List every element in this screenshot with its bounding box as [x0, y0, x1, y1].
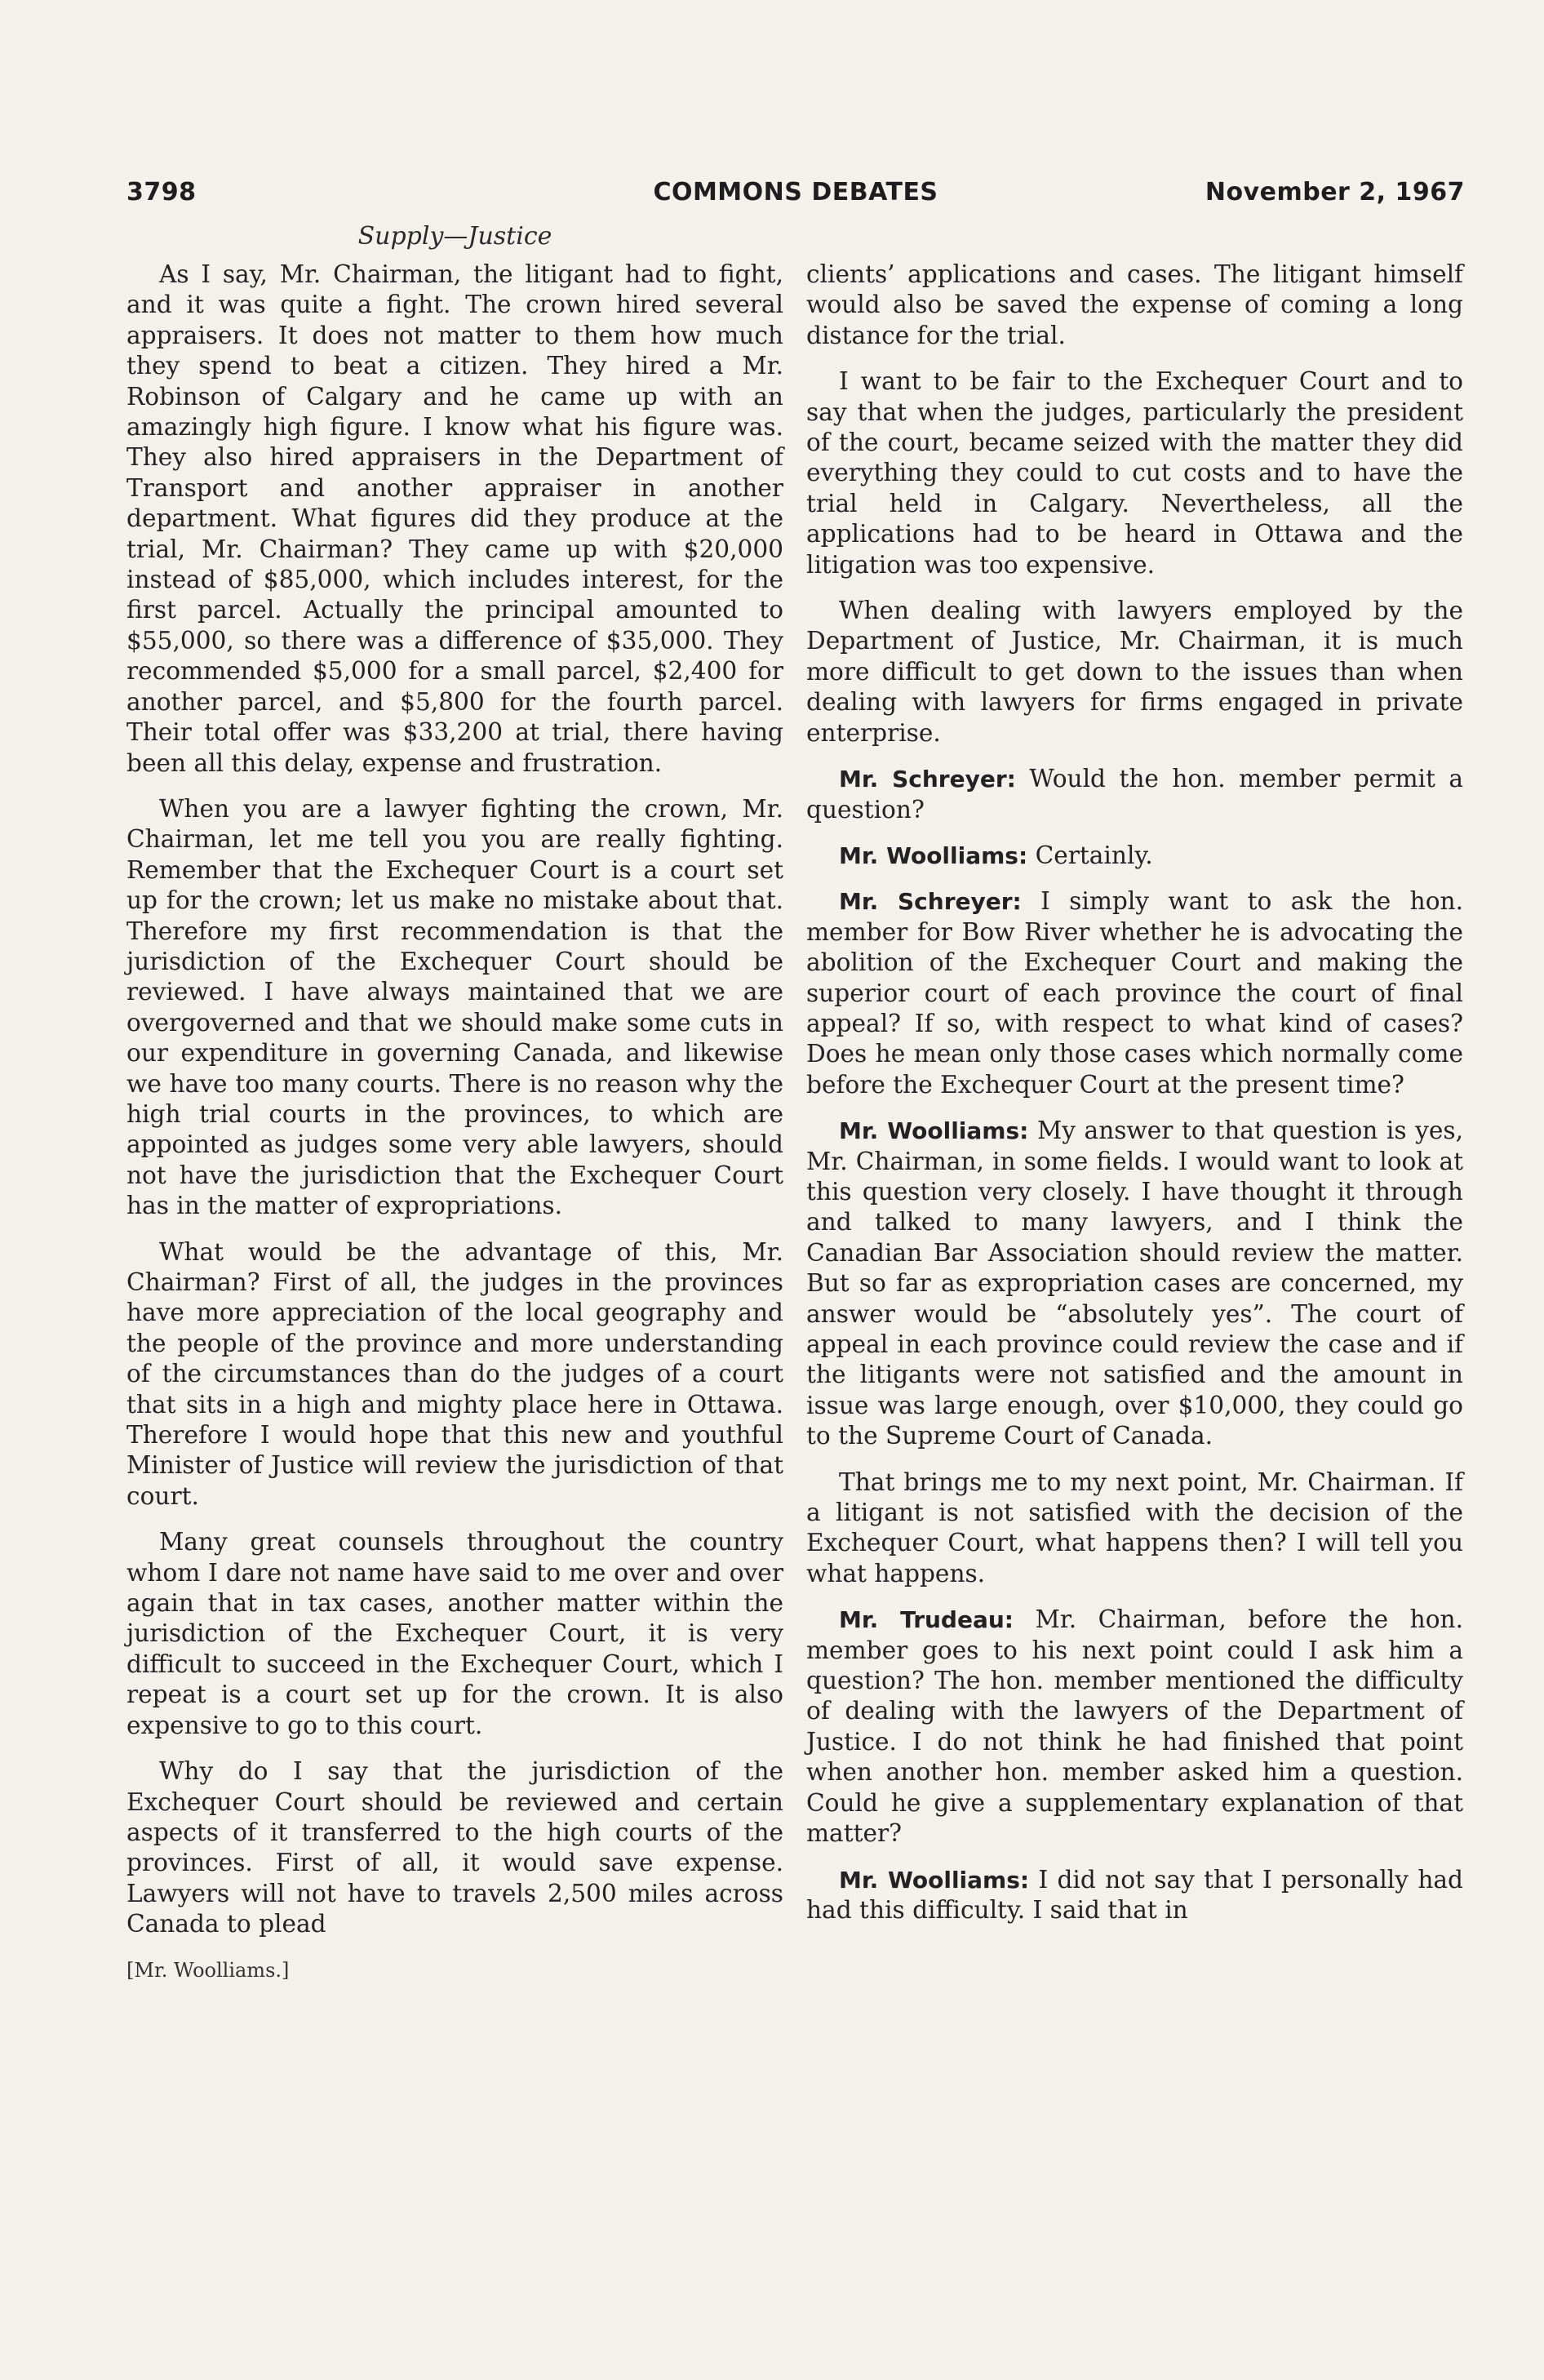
speech-text: My answer to that question is yes, Mr. Chairman, in some fields. I would want to look at this question very closely. I have thought it through and talked to many lawyers, and I think the Canadian Bar Association should review the matter. But so far as expropriation cases are concerned, my answer would be “absolutely yes”. The court of appeal in each province could review the case and if the litigants were not satisfied and the amount in issue was large enough, over $10,000, they could go to the Supreme Court of Canada.	[806, 1117, 1463, 1450]
paragraph-text: That brings me to my next point, Mr. Chairman. If a litigant is not satisfied with the decision of the Exchequer Court, what happens then? I will tell you what happens.	[806, 1468, 1463, 1587]
page-header	[126, 178, 1465, 219]
paragraph	[806, 596, 1463, 748]
paragraph	[806, 1468, 1463, 1590]
paragraph-text: When you are a lawyer fighting the crown, Mr. Chairman, let me tell you you are really fighting. Remember that the Exchequer Court is a court set up for the crown; let us make no mistake about that. Therefore my first recommendation is that the jurisdiction of the Exchequer Court should be reviewed. I have always maintained that we are overgoverned and that we should make some cuts in our expenditure in governing Canada, and likewise we have too many courts. There is no reason why the high trial courts in the provinces, to which are appointed as judges some very able lawyers, should not have the jurisdiction that the Exchequer Court has in the matter of expropriations.	[126, 794, 783, 1220]
speech-text: Would the hon. member permit a question?	[806, 765, 1463, 824]
speech	[806, 841, 1463, 871]
right-column	[806, 260, 1463, 1941]
paragraph	[126, 260, 783, 779]
paragraph	[126, 794, 783, 1222]
speaker-name: Mr. Schreyer:	[839, 888, 1022, 916]
speech	[806, 886, 1463, 1100]
paragraph	[126, 1527, 783, 1741]
paragraph-text: Why do I say that the jurisdiction of the Exchequer Court should be reviewed and certain aspects of it transferred to the high courts of the provinces. First of all, it would save expense. Lawyers will not have to travels 2,500 miles across Canada to plead	[126, 1757, 783, 1938]
speech	[806, 764, 1463, 825]
paragraph	[126, 1237, 783, 1512]
paragraph-text: When dealing with lawyers employed by the Department of Justice, Mr. Chairman, it is much more difficult to get down to the issues than when dealing with lawyers for firms engaged in private enterprise.	[806, 597, 1463, 747]
paragraph-text: As I say, Mr. Chairman, the litigant had to fight, and it was quite a fight. The crown hired several appraisers. It does not matter to them how much they spend to beat a citizen. They hired a Mr. Robinson of Calgary and he came up with an amazingly high figure. I know what his figure was. They also hired appraisers in the Department of Transport and another appraiser in another department. What figures did they produce at the trial, Mr. Chairman? They came up with $20,000 instead of $85,000, which includes interest, for the first parcel. Actually the principal amounted to $55,000, so there was a difference of $35,000. They recommended $5,000 for a small parcel, $2,400 for another parcel, and $5,800 for the fourth parcel. Their total offer was $33,200 at trial, there having been all this delay, expense and frustration.	[126, 260, 783, 777]
left-column	[126, 260, 783, 1986]
page-number: 3798	[126, 178, 197, 206]
speech	[806, 1116, 1463, 1451]
session-date: November 2, 1967	[1205, 178, 1465, 206]
paragraph-text: Many great counsels throughout the country whom I dare not name have said to me over and over again that in tax cases, another matter within the jurisdiction of the Exchequer Court, it is very difficult to succeed in the Exchequer Court, which I repeat is a court set up for the crown. It is also expensive to go to this court.	[126, 1528, 783, 1739]
subject-heading: Supply—Justice	[357, 222, 552, 251]
paragraph-text: What would be the advantage of this, Mr. Chairman? First of all, the judges in the provinces have more appreciation of the local geography and the people of the province and more understanding of the circumstances than do the judges of a court that sits in a high and mighty place here in Ottawa. Therefore I would hope that this new and youthful Minister of Justice will review the jurisdiction of that court.	[126, 1237, 783, 1510]
speech-text: Mr. Chairman, before the hon. member goes to his next point could I ask him a question? The hon. member mentioned the difficulty of dealing with the lawyers of the Department of Justice. I do not think he had finished that point when another hon. member asked him a question. Could he give a supplementary explanation of that matter?	[806, 1605, 1463, 1848]
speech	[806, 1605, 1463, 1849]
speech	[806, 1865, 1463, 1926]
speaker-name: Mr. Woolliams:	[839, 841, 1028, 869]
paragraph-text: I want to be fair to the Exchequer Court and to say that when the judges, particularly the president of the court, became seized with the matter they did everything they could to cut costs and to have the trial held in Calgary. Nevertheless, all the applications had to be heard in Ottawa and the litigation was too expensive.	[806, 367, 1463, 579]
speaker-name: Mr. Woolliams:	[839, 1866, 1030, 1894]
publication-title: COMMONS DEBATES	[653, 178, 938, 206]
speaker-name: Mr. Trudeau:	[839, 1606, 1014, 1634]
speaker-footer: [Mr. Woolliams.]	[126, 1958, 290, 1982]
paragraph-text: clients’ applications and cases. The litigant himself would also be saved the expense of coming a long distance for the trial.	[806, 260, 1463, 349]
speaker-name: Mr. Schreyer:	[839, 766, 1016, 793]
speech-text: Certainly.	[1035, 841, 1153, 869]
speech-text: I did not say that I personally had had this difficulty. I said that in	[806, 1865, 1463, 1924]
paragraph	[806, 366, 1463, 580]
speaker-name: Mr. Woolliams:	[839, 1117, 1029, 1145]
paragraph	[126, 1756, 783, 1939]
paragraph	[806, 260, 1463, 351]
speech-text: I simply want to ask the hon. member for Bow River whether he is advocating the abolition of the Exchequer Court and making the superior court of each province the court of final appeal? If so, with respect to what kind of cases? Does he mean only those cases which normally come before the Exchequer Court at the present time?	[806, 887, 1463, 1099]
